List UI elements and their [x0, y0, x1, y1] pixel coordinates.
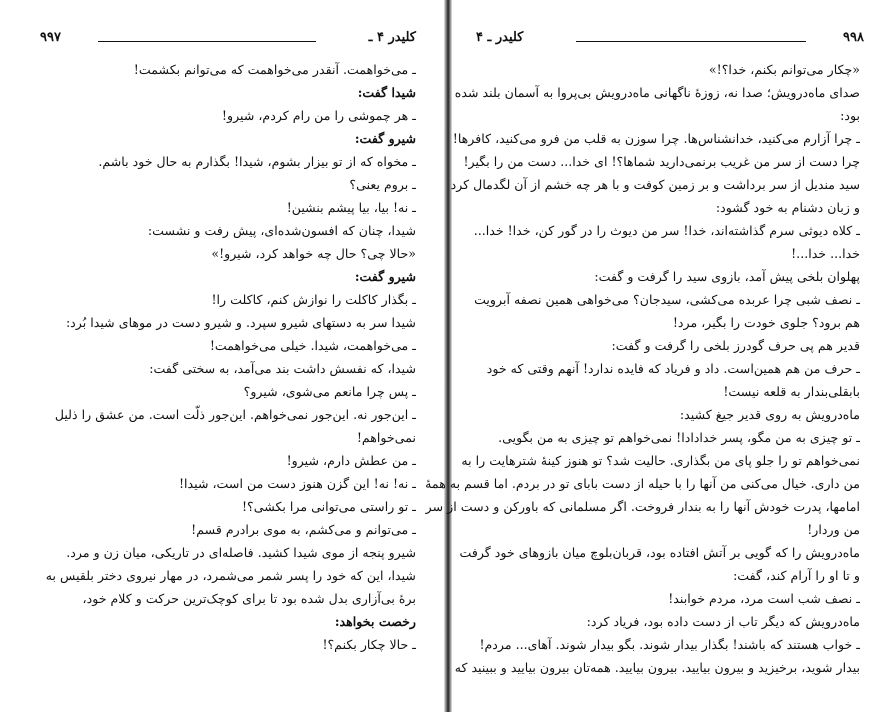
text-line: امامها، پدرت خودش آنها را به بندار فروخت. اگر مسلمانی که باورکن و دست از سر	[425, 499, 860, 514]
text-line: ـ می‌خواهمت، شیدا. خیلی می‌خواهمت!	[209, 338, 416, 353]
text-line: ـ تو چیزی به من مگو، پسر خدادادا! نمی‌خواهم تو چیزی به من بگویی.	[498, 430, 860, 445]
text-line: ـ بگذار کاکلت را نوازش کنم، کاکلت را!	[211, 292, 416, 307]
text-line: شیدا، که نفسش داشت بند می‌آمد، به سختی گفت:	[149, 361, 416, 376]
page-body	[36, 58, 416, 656]
text-line: و تا او را آرام کند، گفت:	[733, 568, 860, 583]
text-line: سید مندیل از سر برداشت و بر زمین کوفت و با هر چه خشم از آن لگدمال کرد	[450, 177, 860, 192]
left-page	[0, 0, 444, 712]
text-line: نمی‌خواهم تو را جلو پای من بگذاری. حالیت شد؟ تو هنوز کینهٔ شترهایت را به	[461, 453, 860, 468]
book-gutter	[444, 0, 452, 712]
text-line: ـ پس چرا مانعم می‌شوی، شیرو؟	[243, 384, 416, 399]
page-number: ۹۹۸	[843, 30, 864, 45]
text-line: بابقلی‌بندار به قلعه نیست!	[723, 384, 860, 399]
text-line: ـ کلاه دیوثی سرم گذاشته‌اند، خدا! سر من دیوث را در گور کن، خدا! خدا...	[473, 223, 860, 238]
text-line: رخصت بخواهد:	[334, 614, 416, 629]
text-line: ـ بروم یعنی؟	[349, 177, 416, 192]
text-line: ماه‌درویش که دیگر تاب از دست داده بود، فریاد کرد:	[586, 614, 860, 629]
text-line: ـ چرا آزارم می‌کنید، خدانشناس‌ها. چرا سوزن به قلب من فرو می‌کنید، کافرها!	[452, 131, 860, 146]
text-line: ـ می‌توانم و می‌کشم، به موی برادرم قسم!	[191, 522, 416, 537]
text-line: بیدار شوید، برخیزید و بیرون بیایید. بیرون بیایید. همه‌تان بیرون بیایید و ببینید که	[454, 660, 860, 675]
text-line: خدا... خدا...!	[791, 246, 860, 261]
text-line: شیرو گفت:	[354, 131, 416, 146]
text-line: پهلوان بلخی پیش آمد، بازوی سید را گرفت و گفت:	[594, 269, 860, 284]
text-line: ـ من عطش دارم، شیرو!	[286, 453, 416, 468]
text-line: شیرو پنجه از موی شیدا کشید. فاصله‌ای در تاریکی، میان زن و مرد.	[66, 545, 416, 560]
text-line: ـ این‌جور نه. این‌جور نمی‌خواهم. این‌جور ذلّت است. من عشق را ذلیل	[54, 407, 416, 422]
text-line: «حالا چی؟ حال چه خواهد کرد، شیرو!»	[211, 246, 416, 261]
running-title: کلیدر ۴ ـ	[368, 30, 416, 45]
running-title: کلیدر ـ ۴	[476, 30, 524, 45]
text-line: نمی‌خواهم!	[356, 430, 416, 445]
right-page	[425, 0, 896, 712]
text-line: برهٔ بی‌آزاری بدل شده بود تا برای کوچک‌ترین حرکت و کلام خود،	[82, 591, 416, 606]
text-line: ـ حرف من هم همین‌است. داد و فریاد که فایده ندارد! آنهم وقتی که خود	[486, 361, 860, 376]
text-line: ـ نصف شبی چرا عربده می‌کشی، سیدجان؟ می‌خواهی همین نصفه آبرویت	[474, 292, 860, 307]
text-line: ماه‌درویش را که گویی بر آتش افتاده بود، قربان‌بلوچ میان بازوهای خود گرفت	[459, 545, 860, 560]
text-line: ـ نصف شب است مرد، مردم خوابند!	[668, 591, 860, 606]
text-line: هم برود؟ جلوی خودت را بگیر، مرد!	[672, 315, 860, 330]
page-body	[425, 58, 860, 679]
text-line: ـ تو راستی می‌توانی مرا بکشی؟!	[241, 499, 416, 514]
text-line: ـ نه! بیا، بیا پیشم بنشین!	[286, 200, 416, 215]
text-line: قدیر هم پی حرف گودرز بلخی را گرفت و گفت:	[611, 338, 860, 353]
text-line: صدای ماه‌درویش؛ صدا نه، زوزهٔ ناگهانی ماه‌درویش بی‌پروا به آسمان بلند شده	[454, 85, 860, 100]
page-header	[40, 30, 416, 50]
header-rule	[98, 41, 316, 42]
text-line: و زبان دشنام به خود گشود:	[715, 200, 860, 215]
text-line: ـ مخواه که از تو بیزار بشوم، شیدا! بگذارم به حال خود باشم.	[98, 154, 416, 169]
text-line: ماه‌درویش به روی قدیر جیغ کشید:	[679, 407, 860, 422]
text-line: شیدا، این که خود را پسر شمر می‌شمرد، در مهار نیروی دختر بلقیس به	[45, 568, 416, 583]
text-line: شیرو گفت:	[354, 269, 416, 284]
page-header	[476, 30, 864, 50]
text-line: چرا دست از سر من غریب برنمی‌دارید شماها؟! ای خدا... دست من را بگیر!	[463, 154, 860, 169]
header-rule	[576, 41, 806, 42]
text-line: ـ نه! نه! این گزن هنوز دست من است، شیدا!	[178, 476, 416, 491]
text-line: من وردار!	[807, 522, 860, 537]
text-line: بود:	[840, 108, 860, 123]
page-number: ۹۹۷	[40, 30, 61, 45]
text-line: ـ حالا چکار بکنم؟!	[322, 637, 416, 652]
text-line: من داری. خیال می‌کنی من آنها را با حیله از دست بابای تو در بردم. اما قسم به همهٔ	[425, 476, 860, 491]
text-line: «چکار می‌توانم بکنم، خدا؟!»	[708, 62, 860, 77]
text-line: ـ می‌خواهمت. آنقدر می‌خواهمت که می‌توانم بکشمت!	[133, 62, 416, 77]
text-line: ـ خواب هستند که باشند! بگذار بیدار شوند. بگو بیدار شوند. آهای... مردم!	[479, 637, 860, 652]
text-line: شیدا گفت:	[357, 85, 416, 100]
text-line: شیدا سر به دستهای شیرو سپرد. و شیرو دست در موهای شیدا بُرد:	[65, 315, 416, 330]
text-line: شیدا، چنان که افسون‌شده‌ای، پیش رفت و نشست:	[147, 223, 416, 238]
text-line: ـ هر چموشی را من رام کردم، شیرو!	[221, 108, 416, 123]
